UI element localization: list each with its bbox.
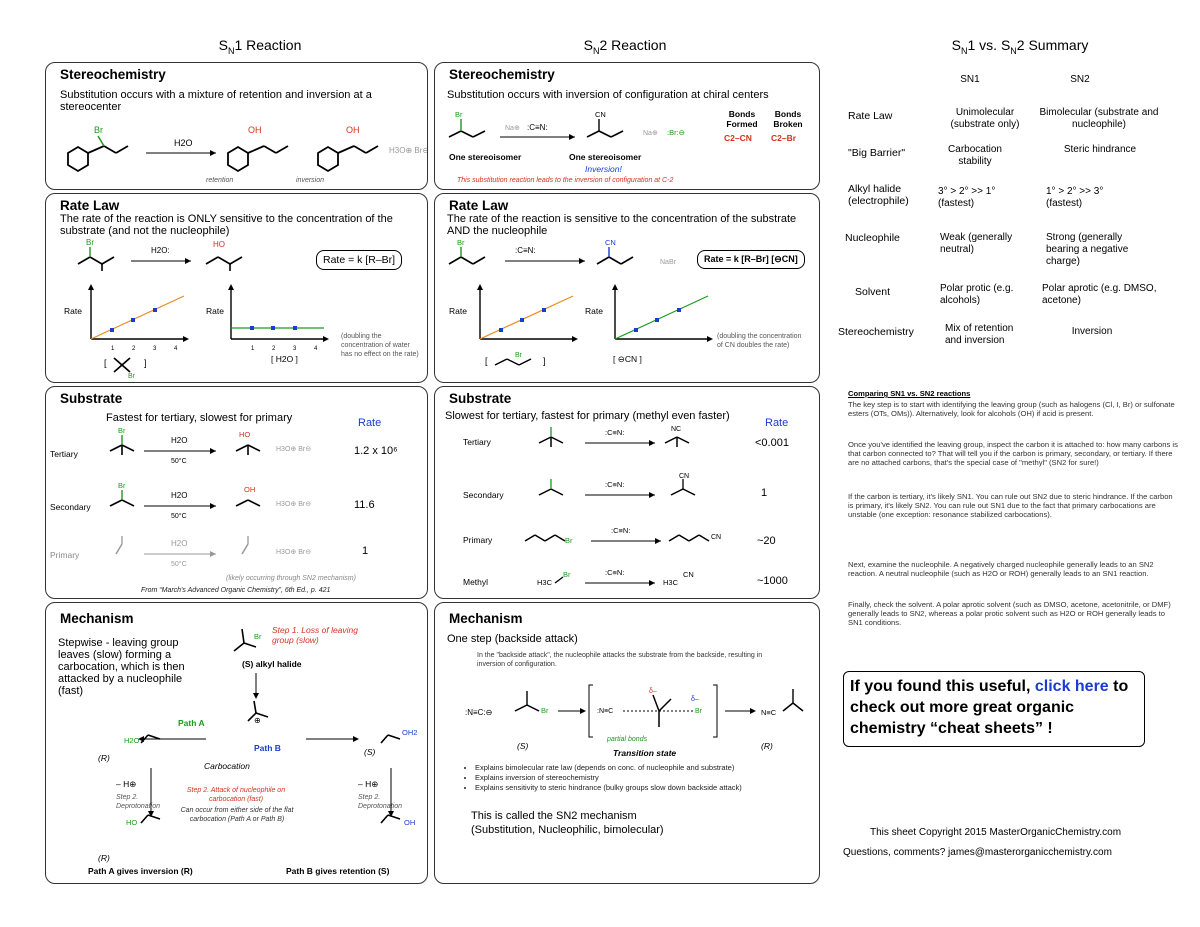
panel-title: Substrate [449,391,512,406]
summary-row-sn2: Steric hindrance [1063,144,1137,155]
sn1-rate-vs-water-plot [226,284,336,354]
svg-text:H3O⊕ Br⊖: H3O⊕ Br⊖ [276,446,312,453]
summary-row-sn1: Carbocation stability [948,144,1002,167]
panel-description: Substitution occurs with inversion of configuration at chiral centers [447,89,769,101]
step2-center-note: Can occur from either side of the flat carbocation (Path A or Path B) [180,807,294,823]
summary-row-sn1: Polar protic (e.g. alcohols) [940,283,1014,306]
panel-description: The rate of the reaction is ONLY sensitive to the concentration of the substrate (and not the nucleophile) [60,213,393,237]
primary-scheme [106,532,356,572]
summary-row-label: Nucleophile [845,232,900,244]
tertiary-label: Tertiary [50,449,78,459]
panel-title: Mechanism [449,611,523,626]
rate-header: Rate [765,417,789,429]
comparing-paragraph: Next, examine the nucleophile. A negatively charged nucleophile generally leads to an SN2 reaction. A neutral nucleophile (such as H2O or ROH) generally leads to an SN1 reaction. [848,560,1154,579]
summary-sn1-header: SN1 [960,74,980,85]
tertiary-label: Tertiary [463,437,491,447]
svg-text:Br: Br [128,373,135,380]
path-b-result: Path B gives retention (S) [286,866,390,876]
cta-suffix: to check out more great organic chemistry “cheat sheets” ! [850,678,1129,737]
svg-text:H3O⊕ Br⊖: H3O⊕ Br⊖ [276,549,312,556]
svg-text:HO: HO [126,818,138,827]
svg-text::C≡N:: :C≡N: [605,480,625,489]
tertiary-rate: <0.001 [755,437,789,449]
comparing-paragraph: If the carbon is tertiary, it's likely SN1. You can rule out SN2 due to steric hindrance. If the carbon is primary, it's likely SN2. You can rule out SN1 due to the fact that primary carbocations are unstable (one exception: resonance stabilized carbocations). [848,492,1173,520]
svg-text:Br: Br [457,238,465,247]
sn2-rate-law-panel [434,193,820,383]
sn2-substrate-panel [434,386,820,599]
panel-description: One step (backside attack) [447,633,578,645]
svg-text:1: 1 [251,346,255,352]
svg-text:Br: Br [541,706,549,715]
svg-text:Br: Br [565,536,573,545]
sn1-rate-law-panel [45,193,428,383]
bullet-item: • Explains bimolecular rate law (depends on conc. of nucleophile and substrate) [475,763,742,773]
svg-text::C≡N:: :C≡N: [527,123,548,132]
svg-text::C≡N:: :C≡N: [605,428,625,437]
path-b-label: Path B [254,743,281,753]
svg-text:CN: CN [683,570,694,579]
svg-text:δ–: δ– [691,696,699,703]
retention-label: retention [206,177,234,184]
svg-text::N≡C:⊖: :N≡C:⊖ [465,708,493,717]
sn2-called-label: This is called the SN2 mechanism [471,810,637,822]
panel-title: Stereochemistry [449,67,555,82]
svg-text:NC: NC [671,426,682,433]
sn1-stereo-byproduct: H3O⊕ Br⊖ [389,146,430,155]
secondary-rate: 11.6 [354,499,375,511]
svg-text:Br: Br [118,481,126,490]
sn1-rate-note: (doubling the concentration of water has no effect on the rate) [341,333,419,358]
sn2-substrate-axis-structure [485,349,555,375]
summary-row-sn1: 3° > 2° >> 1° (fastest) [938,186,996,209]
tertiary-reagent: H2O [171,436,188,445]
svg-text:CN: CN [595,110,606,119]
sn1-rate-reagent: H2O: [151,246,170,255]
svg-text:Br: Br [254,632,262,641]
summary-row-sn2: Inversion [1071,326,1113,337]
panel-title: Rate Law [60,198,120,213]
svg-text:Br: Br [455,110,463,119]
primary-note: (likely occurring through SN2 mechanism) [226,575,356,582]
svg-text:2: 2 [132,346,136,352]
sn2-rate-vs-cyanide-plot [610,284,720,354]
svg-text:4: 4 [174,346,178,352]
svg-text:Br: Br [86,238,94,247]
svg-text:4: 4 [314,346,318,352]
left-deprotonation-minus: – H⊕ [116,779,137,789]
transition-state-label: Transition state [613,748,677,758]
sn2-stereo-scheme [445,105,715,155]
rate-axis-label-1: Rate [449,306,467,316]
svg-text:Br: Br [94,125,103,135]
partial-bonds-label: partial bonds [607,736,648,743]
rate-axis-label-1: Rate [64,306,82,316]
svg-text:CN: CN [605,238,616,247]
panel-title: Mechanism [60,611,134,626]
svg-text:Br: Br [515,352,522,359]
backside-attack-detail: In the "backside attack", the nucleophile attacks the substrate from the backside, resulting in inversion of configuration. [477,652,763,668]
sn1-substrate-panel [45,386,428,599]
tertiary-scheme [106,426,356,469]
svg-text:Na⊕: Na⊕ [505,125,520,132]
svg-text:3: 3 [153,346,157,352]
one-stereoisomer-1: One stereoisomer [449,152,522,162]
summary-row-label: Stereochemistry [838,326,914,338]
r-intermediate-label: (R) [98,753,110,763]
sn1-stereo-scheme [56,118,430,188]
s-intermediate-label: (S) [364,747,376,757]
sn2-mechanism-panel [434,602,820,884]
alkyl-halide-label: (S) alkyl halide [242,659,302,669]
sn2-column-title: $S_N2$ Reaction [583,37,667,56]
r-product-label: (R) [98,853,110,863]
carbocation-label: Carbocation [204,761,250,771]
methyl-scheme [535,563,735,597]
comparing-title: Comparing SN1 vs. SN2 reactions [848,389,971,398]
svg-text::C≡N:: :C≡N: [611,526,631,535]
svg-text:]: ] [543,356,546,366]
one-stereoisomer-2: One stereoisomer [569,152,642,162]
sn1-rate-equation: Rate = k [R–Br] [316,250,402,270]
svg-text:CN: CN [679,473,690,480]
summary-row-label: "Big Barrier" [848,147,906,159]
inversion-label: Inversion! [585,164,622,174]
svg-text:Na⊕: Na⊕ [643,130,658,137]
summary-row-label: Alkyl halide (electrophile) [848,183,909,207]
bond-formed-value: C2–CN [724,133,752,143]
comparing-paragraph: The key step is to start with identifying the leaving group (such as halogens (Cl, I, Br) or sulfonate esters (OTs, OMs)). Alternatively, look for alcohols (OH) if acid is present. [848,400,1175,419]
svg-text:[: [ [104,358,107,368]
bullet-item: • Explains inversion of stereochemistry [475,773,742,783]
secondary-scheme [535,475,735,509]
sn2-stereo-note: This substitution reaction leads to the inversion of configuration at C-2 [457,177,674,184]
svg-text::N≡C: :N≡C [597,708,614,715]
step1-label: Step 1. Loss of leaving group (slow) [272,625,359,645]
step2-center-label: Step 2. Attack of nucleophile on carbocation (fast) [186,787,286,803]
panel-description: The rate of the reaction is sensitive to the concentration of the substrate AND the nucleophile [447,213,797,237]
svg-text:NaBr: NaBr [660,259,676,266]
methyl-rate: ~1000 [757,575,788,587]
svg-text:Br: Br [695,708,702,715]
r-product-label: (R) [761,741,773,751]
panel-description: Substitution occurs with a mixture of retention and inversion at a stereocenter [60,89,372,113]
tertiary-temp: 50°C [171,458,187,465]
s-substrate-label: (S) [517,741,529,751]
svg-text:H3C: H3C [537,578,553,587]
step2-left-label: Step 2. Deprotonation [116,794,160,810]
copyright-text: This sheet Copyright 2015 MasterOrganicChemistry.com [870,827,1122,838]
sn1-rate-scheme [76,239,276,279]
summary-row-sn2: Bimolecular (substrate and nucleophile) [1039,107,1159,130]
svg-text:H3C: H3C [663,578,679,587]
secondary-label: Secondary [50,502,91,512]
summary-column-title: $S_N1$ vs. $S_N2$ Summary [951,37,1089,56]
sn1-stereochemistry-panel [45,62,428,190]
sn2-rate-equation: Rate = k [R–Br] [⊖CN] [697,250,805,269]
bonds-formed-label: Bonds Formed [726,109,758,129]
summary-row-sn2: 1° > 2° >> 3° (fastest) [1046,186,1104,209]
primary-scheme [521,521,761,555]
svg-text:Br: Br [118,426,126,435]
svg-text:OH: OH [404,818,416,827]
mechanism-arrows [86,673,426,853]
svg-text:OH2: OH2 [402,728,418,737]
svg-text:Br: Br [563,570,571,579]
svg-text::C≡N:: :C≡N: [605,568,625,577]
primary-label: Primary [50,550,80,560]
sn2-rate-scheme [445,239,695,279]
mechanism-bullet-list [465,763,742,793]
rate-axis-label-2: Rate [585,306,603,316]
sn1-mechanism-panel [45,602,428,884]
path-a-result: Path A gives inversion (R) [88,866,193,876]
cta-prefix: If you found this useful, [850,678,1035,695]
summary-row-sn2: Strong (generally bearing a negative charge) [1046,232,1129,267]
svg-text:δ–: δ– [649,688,657,695]
bullet-item: • Explains sensitivity to steric hindrance (bulky groups slow down backside attack) [475,783,742,793]
step2-right-label: Step 2. Deprotonation [358,794,402,810]
rate-axis-label-2: Rate [206,306,224,316]
inversion-label: inversion [296,177,325,184]
sn2-rate-vs-substrate-plot [475,284,585,354]
svg-text:HO: HO [213,240,225,249]
svg-text:1: 1 [111,346,115,352]
svg-text:CN: CN [711,534,722,541]
data-source: From “March's Advanced Organic Chemistry”, 6th Ed., p. 421 [141,587,331,594]
summary-row-label: Solvent [855,286,891,298]
primary-rate: 1 [362,545,369,557]
svg-text:H3O⊕ Br⊖: H3O⊕ Br⊖ [276,501,312,508]
comparing-paragraph: Finally, check the solvent. A polar aprotic solvent (such as DMSO, acetone, acetonitrile, or DMF) generally leads to SN2, whereas a polar protic solvent such as H2O or ROH generally leads to SN1 conditions. [848,600,1171,628]
sn1-substrate-axis-structure [104,354,164,380]
right-deprotonation-minus: – H⊕ [358,779,379,789]
svg-text:]: ] [144,358,147,368]
panel-description: Stepwise - leaving group leaves (slow) forming a carbocation, which is then attacked by a nucleophile (fast) [58,637,185,697]
svg-text:OH: OH [248,125,262,135]
svg-text:2: 2 [272,346,276,352]
svg-text::C≡N:: :C≡N: [515,246,536,255]
panel-title: Stereochemistry [60,67,166,82]
cyanide-axis-label: [ ⊖CN ] [613,354,642,364]
panel-title: Substrate [60,391,123,406]
svg-text:3: 3 [293,346,297,352]
tertiary-rate: 1.2 x 10⁶ [354,445,398,457]
secondary-label: Secondary [463,490,504,500]
summary-row-sn1: Unimolecular (substrate only) [950,107,1020,130]
contact-text: Questions, comments? james@masterorganicchemistry.com [843,847,1112,858]
summary-row-sn2: Polar aprotic (e.g. DMSO, acetone) [1042,283,1157,306]
svg-text:50°C: 50°C [171,561,187,568]
svg-text::Br:⊖: :Br:⊖ [667,128,685,137]
sn1-stereo-reagent: H2O [174,138,193,148]
bond-broken-value: C2–Br [771,133,797,143]
methyl-label: Methyl [463,577,489,587]
sn2-stereochemistry-panel [434,62,820,190]
sn2-rate-note: (doubling the concentration of CN doubles the rate) [717,333,802,349]
sn1-rate-vs-substrate-plot [86,284,196,354]
svg-text:OH: OH [346,125,360,135]
comparing-paragraph: Once you've identified the leaving group, inspect the carbon it is attached to: how many carbons is that carbon connected to? That will tell you if the carbon is primary, secondary, or tertiary. If there are no attached carbons, that's the special case of "methyl" (SN2 for sure!) [848,440,1178,468]
svg-text:HO: HO [239,430,251,439]
secondary-rate: 1 [761,487,768,499]
cheat-sheet-callout [843,671,1145,747]
panel-description: Slowest for tertiary, fastest for primary (methyl even faster) [445,410,730,422]
sn1-column-title: $S_N1$ Reaction [218,37,302,56]
summary-row-label: Rate Law [848,110,893,122]
svg-text:OH: OH [244,485,256,494]
svg-text:N≡C: N≡C [761,708,777,717]
panel-title: Rate Law [449,198,509,213]
primary-rate: ~20 [757,535,776,547]
sn2-acronym: (Substitution, Nucleophilic, bimolecular) [471,824,664,836]
primary-label: Primary [463,535,493,545]
click-here-link[interactable]: click here [1034,678,1109,695]
secondary-scheme [106,481,356,524]
tertiary-scheme [535,423,735,457]
summary-row-sn1: Mix of retention and inversion [945,323,1014,346]
svg-text:H2O: H2O [124,736,140,745]
svg-text:H2O: H2O [171,491,188,500]
svg-text:⊕: ⊕ [254,716,261,725]
panel-description: Fastest for tertiary, slowest for primary [106,412,293,424]
water-axis-label: [ H2O ] [271,354,298,364]
svg-text:50°C: 50°C [171,513,187,520]
path-a-label: Path A [178,718,205,728]
svg-text:H2O: H2O [171,539,188,548]
bonds-broken-label: Bonds Broken [773,109,803,129]
summary-row-sn1: Weak (generally neutral) [940,232,1013,255]
summary-sn2-header: SN2 [1070,74,1090,85]
svg-text:[: [ [485,356,488,366]
rate-header: Rate [358,417,382,429]
